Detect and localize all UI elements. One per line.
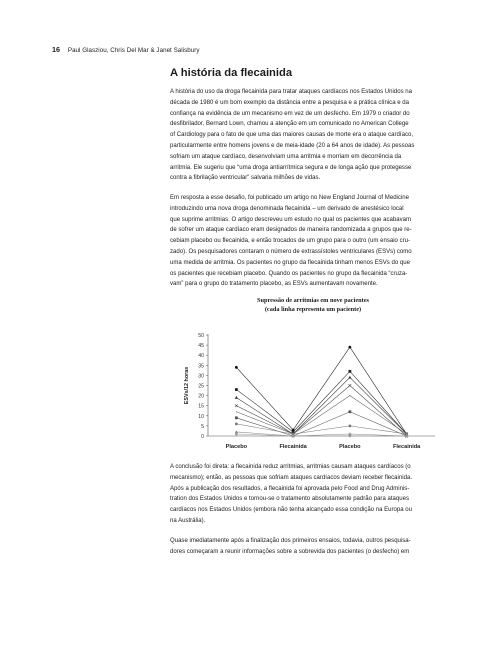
text-line: os pacientes que recebiam placebo. Quando os pacientes no grupo da flecainida “cruza- [170, 270, 408, 277]
series-line [236, 424, 406, 434]
text-line: na Austrália). [170, 517, 206, 524]
page-number: 16 [52, 45, 61, 54]
text-line: vam” para o grupo do tratamento placebo, as ESVs aumentavam novamente. [170, 281, 378, 288]
y-axis-label: ESVs/12 horas [184, 366, 190, 405]
x-category-label: Flecainida [392, 444, 421, 450]
text-line: de sofrer um ataque cardíaco eram designados de maneira randomizada a grupos que re- [170, 227, 412, 234]
data-point [349, 395, 350, 396]
series-line [236, 371, 406, 434]
series-line [236, 347, 406, 434]
data-point [348, 376, 351, 379]
y-tick-label: 40 [198, 353, 204, 360]
text-line: particularmente entre homens jovens e de meia-idade (20 a 64 anos de idade). As pessoas [170, 142, 415, 149]
y-tick-label: 45 [198, 343, 204, 350]
data-point [405, 435, 408, 438]
text-line: A história do uso da droga flecainida para tratar ataques cardíacos nos Estados Unidos na [170, 89, 413, 95]
text-line: arritmia. Ele sugeriu que “uma droga antiarrítmica segura e de longa ação que protegesse [170, 164, 412, 171]
data-point [348, 425, 351, 428]
text-line: uma medida de arritmia. Os pacientes no grupo da flecainida tinham menos ESVs do que [170, 259, 410, 266]
y-tick-label: 35 [198, 363, 204, 370]
x-category-label: Flecainida [279, 444, 307, 450]
chart-subtitle: (cada linha representa um paciente) [264, 306, 362, 313]
text-line: mecanismo); então, as pessoas que sofriam ataques cardíacos deviam receber flecainida. [170, 474, 413, 481]
text-line: desfibrilador, Bernard Lown, chamou a atenção em um comunicado no American College [170, 121, 409, 128]
data-point [235, 433, 238, 436]
data-point [235, 404, 238, 407]
data-point [235, 422, 238, 425]
y-tick-label: 20 [198, 393, 204, 400]
data-point [235, 388, 238, 391]
data-point [292, 435, 295, 438]
data-point [235, 396, 238, 399]
text-line: dores começaram a reunir informações sobre a sobrevida dos pacientes (o desfecho) em [170, 548, 410, 555]
text-line: Quase imediatamente após a finalização dos primeiros ensaios, todavia, outros pesquisa- [170, 538, 411, 544]
y-tick-label: 50 [198, 333, 204, 339]
data-point [348, 346, 351, 349]
text-line: cardíacos nos Estados Unidos (embora não tenha alcançado essa condição na Europa ou [170, 507, 413, 514]
text-line: que suprime arritmias. O artigo descreveu um estudo no qual os pacientes que acabavam [170, 216, 411, 223]
text-line: Após a publicação dos resultados, a flecainida foi aprovada pelo Food and Drug Adminis- [170, 485, 410, 492]
text-line: tration dos Estados Unidos e tornou-se o tratamento absolutamente padrão para ataques [170, 496, 410, 503]
data-point [348, 410, 351, 413]
text-line: sofriam um ataque cardíaco, desenvolviam uma arritmia e morriam em decorrência da [170, 153, 402, 160]
y-tick-label: 30 [198, 373, 204, 380]
text-line: zado). Os pesquisadores contaram o número de extrassístoles ventriculares (ESVs) como [170, 248, 412, 255]
section-title: A história da flecainida [170, 67, 293, 79]
y-tick-label: 25 [198, 383, 204, 390]
paragraph-4 [170, 536, 456, 558]
text-line: A conclusão foi direta: a flecainida reduz arritmias, arritmias causam ataques cardíacos (o [170, 464, 411, 470]
paragraph-1 [170, 87, 456, 184]
header-authors: Paul Glasziou, Chris Del Mar & Janet Salisbury [67, 47, 200, 54]
data-point [348, 370, 351, 373]
text-line: década de 1980 é um bom exemplo da distância entre a pesquisa e a prática clínica e da [170, 99, 410, 106]
x-category-label: Placebo [339, 444, 361, 450]
running-header [52, 45, 200, 54]
y-tick-label: 15 [198, 403, 204, 410]
data-point [236, 411, 237, 412]
y-tick-label: 10 [198, 413, 204, 420]
series-line [236, 432, 406, 436]
y-tick-label: 5 [201, 423, 204, 430]
text-line: Em resposta a esse desafio, foi publicado um artigo no New England Journal of Medicine [170, 195, 409, 201]
data-point [348, 435, 351, 438]
y-tick-label: 0 [201, 434, 204, 440]
text-line: confiança na evidência de um mecanismo em vez de um desfecho. Em 1979 o criador do [170, 110, 410, 117]
text-line: introduzindo uma nova droga denominada flecainida – um derivado de anestésico local [170, 205, 404, 212]
text-line: contra a fibrilação ventricular” salvaria milhões de vidas. [170, 175, 321, 182]
paragraph-2 [170, 193, 456, 290]
x-category-label: Placebo [225, 444, 248, 450]
text-line: cebiam placebo ou flecainida, e então trocados de um grupo para o outro (um ensaio cru- [170, 238, 411, 245]
arrhythmia-chart [170, 327, 456, 457]
text-line: of Cardiology para o fato de que uma das maiores causas de morte era o ataque cardíaco, [170, 132, 414, 139]
data-point [348, 384, 351, 387]
paragraph-3 [170, 462, 456, 527]
data-point [235, 416, 238, 419]
chart-title: Supressão de arritmias em nove pacientes [257, 297, 369, 304]
data-point [235, 366, 238, 369]
series-line [236, 412, 406, 436]
